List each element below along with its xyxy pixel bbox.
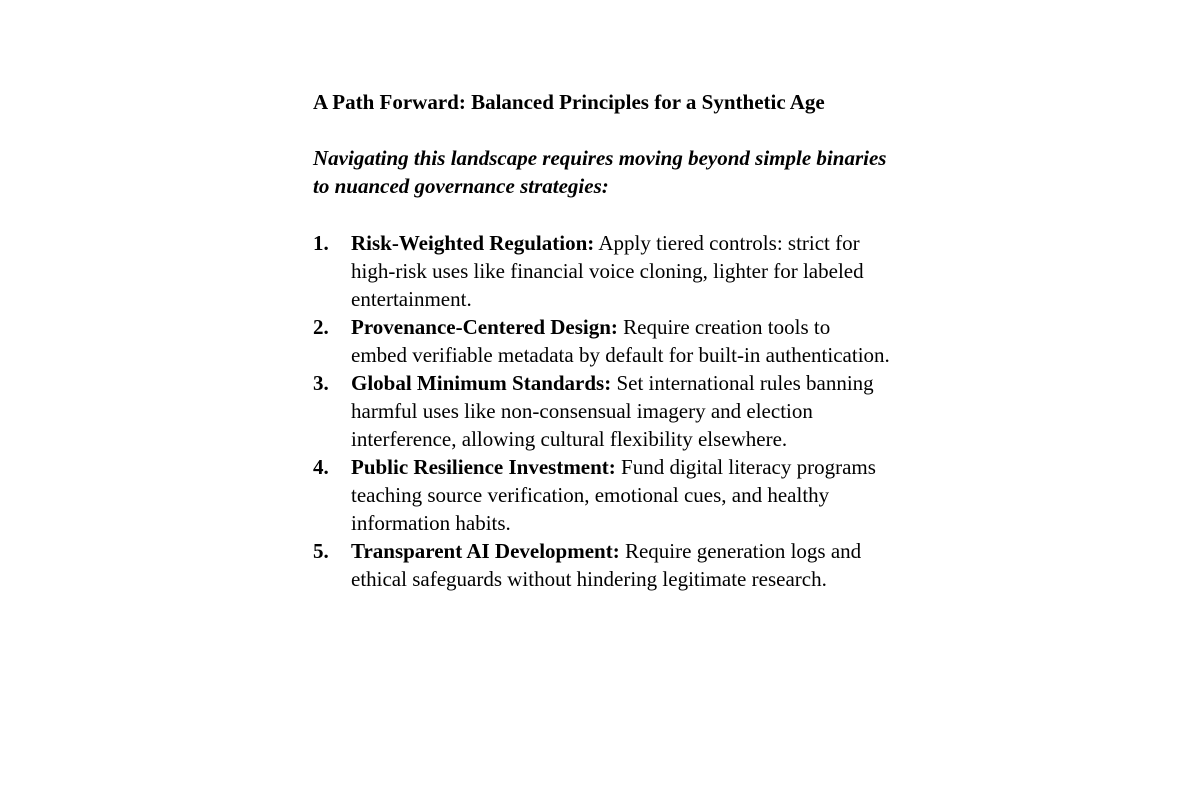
list-item-number: 3. [313,371,329,395]
list-item [313,229,891,313]
list-item-text: Apply tiered controls: strict for high-risk uses like financial voice cloning, lighter for labeled entertainment. [351,231,864,311]
list-item-term: Transparent AI Development: [351,539,620,563]
list-item-body [351,369,891,453]
list-item-term: Global Minimum Standards: [351,371,612,395]
list-item [313,369,891,453]
document-intro: Navigating this landscape requires moving beyond simple binaries to nuanced governance strategies: [313,146,887,198]
list-item-term: Risk-Weighted Regulation: [351,231,595,255]
list-item-body [351,537,891,593]
list-item-number: 2. [313,315,329,339]
list-item [313,453,891,537]
list-item [313,313,891,369]
list-item-text: Fund digital literacy programs teaching source verification, emotional cues, and healthy information habits. [351,455,876,535]
list-item-body [351,453,891,537]
list-item-text: Require creation tools to embed verifiable metadata by default for built-in authentication. [351,315,890,367]
list-item-body [351,313,891,369]
list-item-text: Set international rules banning harmful uses like non-consensual imagery and election interference, allowing cultural flexibility elsewhere. [351,371,874,451]
list-item-text: Require generation logs and ethical safeguards without hindering legitimate research. [351,539,862,591]
document-page [313,88,891,593]
principles-list [313,229,891,593]
list-item-term: Provenance-Centered Design: [351,315,618,339]
list-item-number: 4. [313,455,329,479]
list-item-number: 1. [313,231,329,255]
list-item [313,537,891,593]
document-heading: A Path Forward: Balanced Principles for a Synthetic Age [313,90,825,114]
list-item-number: 5. [313,539,329,563]
list-item-term: Public Resilience Investment: [351,455,616,479]
list-item-body [351,229,891,313]
